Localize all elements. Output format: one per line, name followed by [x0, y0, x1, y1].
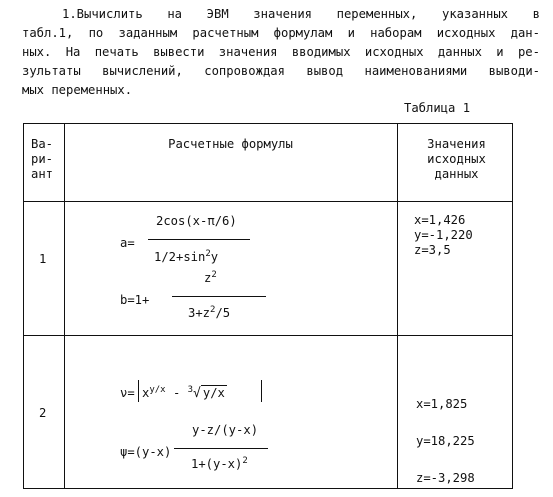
- row-1-variant: 1: [39, 252, 47, 266]
- header-formulas: Расчетные формулы: [168, 137, 293, 151]
- formula-nu-lhs: ν=: [120, 386, 135, 400]
- variants-table: [23, 123, 513, 489]
- formula-a-denominator: $1/2+\sin^2y$: [154, 249, 219, 264]
- column-divider: [397, 124, 398, 488]
- intro-line-2: табл.1, по заданным расчетным формулам и наборам исходных дан-: [22, 26, 540, 40]
- table-caption: Таблица 1: [404, 101, 471, 115]
- row-2-variant: 2: [39, 406, 47, 420]
- formula-a-numerator: 2cos(x-π/6): [156, 214, 237, 228]
- intro-line-3: ных. На печать вывести значения вводимых исходных данных и ре-: [22, 45, 540, 59]
- formula-b-lhs: b=1+: [120, 293, 150, 307]
- intro-line-1: 1.Вычислить на ЭВМ значения переменных, указанных в: [62, 7, 540, 21]
- row-1-values: x=1,426 y=-1,220 z=3,5: [414, 213, 473, 257]
- header-variant: Ва- ри- ант: [31, 137, 54, 181]
- row-divider: [24, 335, 512, 336]
- intro-line-4: зультаты вычислений, сопровождая вывод наименованиями выводи-: [22, 64, 540, 78]
- formula-b-numerator: $z^2$: [204, 270, 217, 285]
- formula-psi-denominator: $1+(y-x)^2$: [191, 456, 248, 471]
- formula-psi-numerator: y-z/(y-x): [192, 423, 259, 437]
- formula-b-denominator: $3+z^2/5$: [188, 305, 231, 320]
- row-2-values: x=1,825 y=18,225 z=-3,298: [416, 397, 475, 485]
- fraction-bar: [172, 296, 266, 297]
- formula-nu-body: $x^{y/x} - ^3√$ y/x: [142, 385, 225, 401]
- fraction-bar: [174, 448, 268, 449]
- intro-line-5: мых переменных.: [22, 83, 133, 97]
- abs-bar-right: [261, 380, 262, 402]
- formula-psi-lhs: ψ=(y-x): [120, 445, 172, 459]
- fraction-bar: [148, 239, 250, 240]
- column-divider: [64, 124, 65, 488]
- abs-bar-left: [138, 380, 139, 402]
- header-divider: [24, 201, 512, 202]
- header-values: Значения исходных данных: [427, 137, 486, 181]
- formula-a-lhs: a=: [120, 236, 135, 250]
